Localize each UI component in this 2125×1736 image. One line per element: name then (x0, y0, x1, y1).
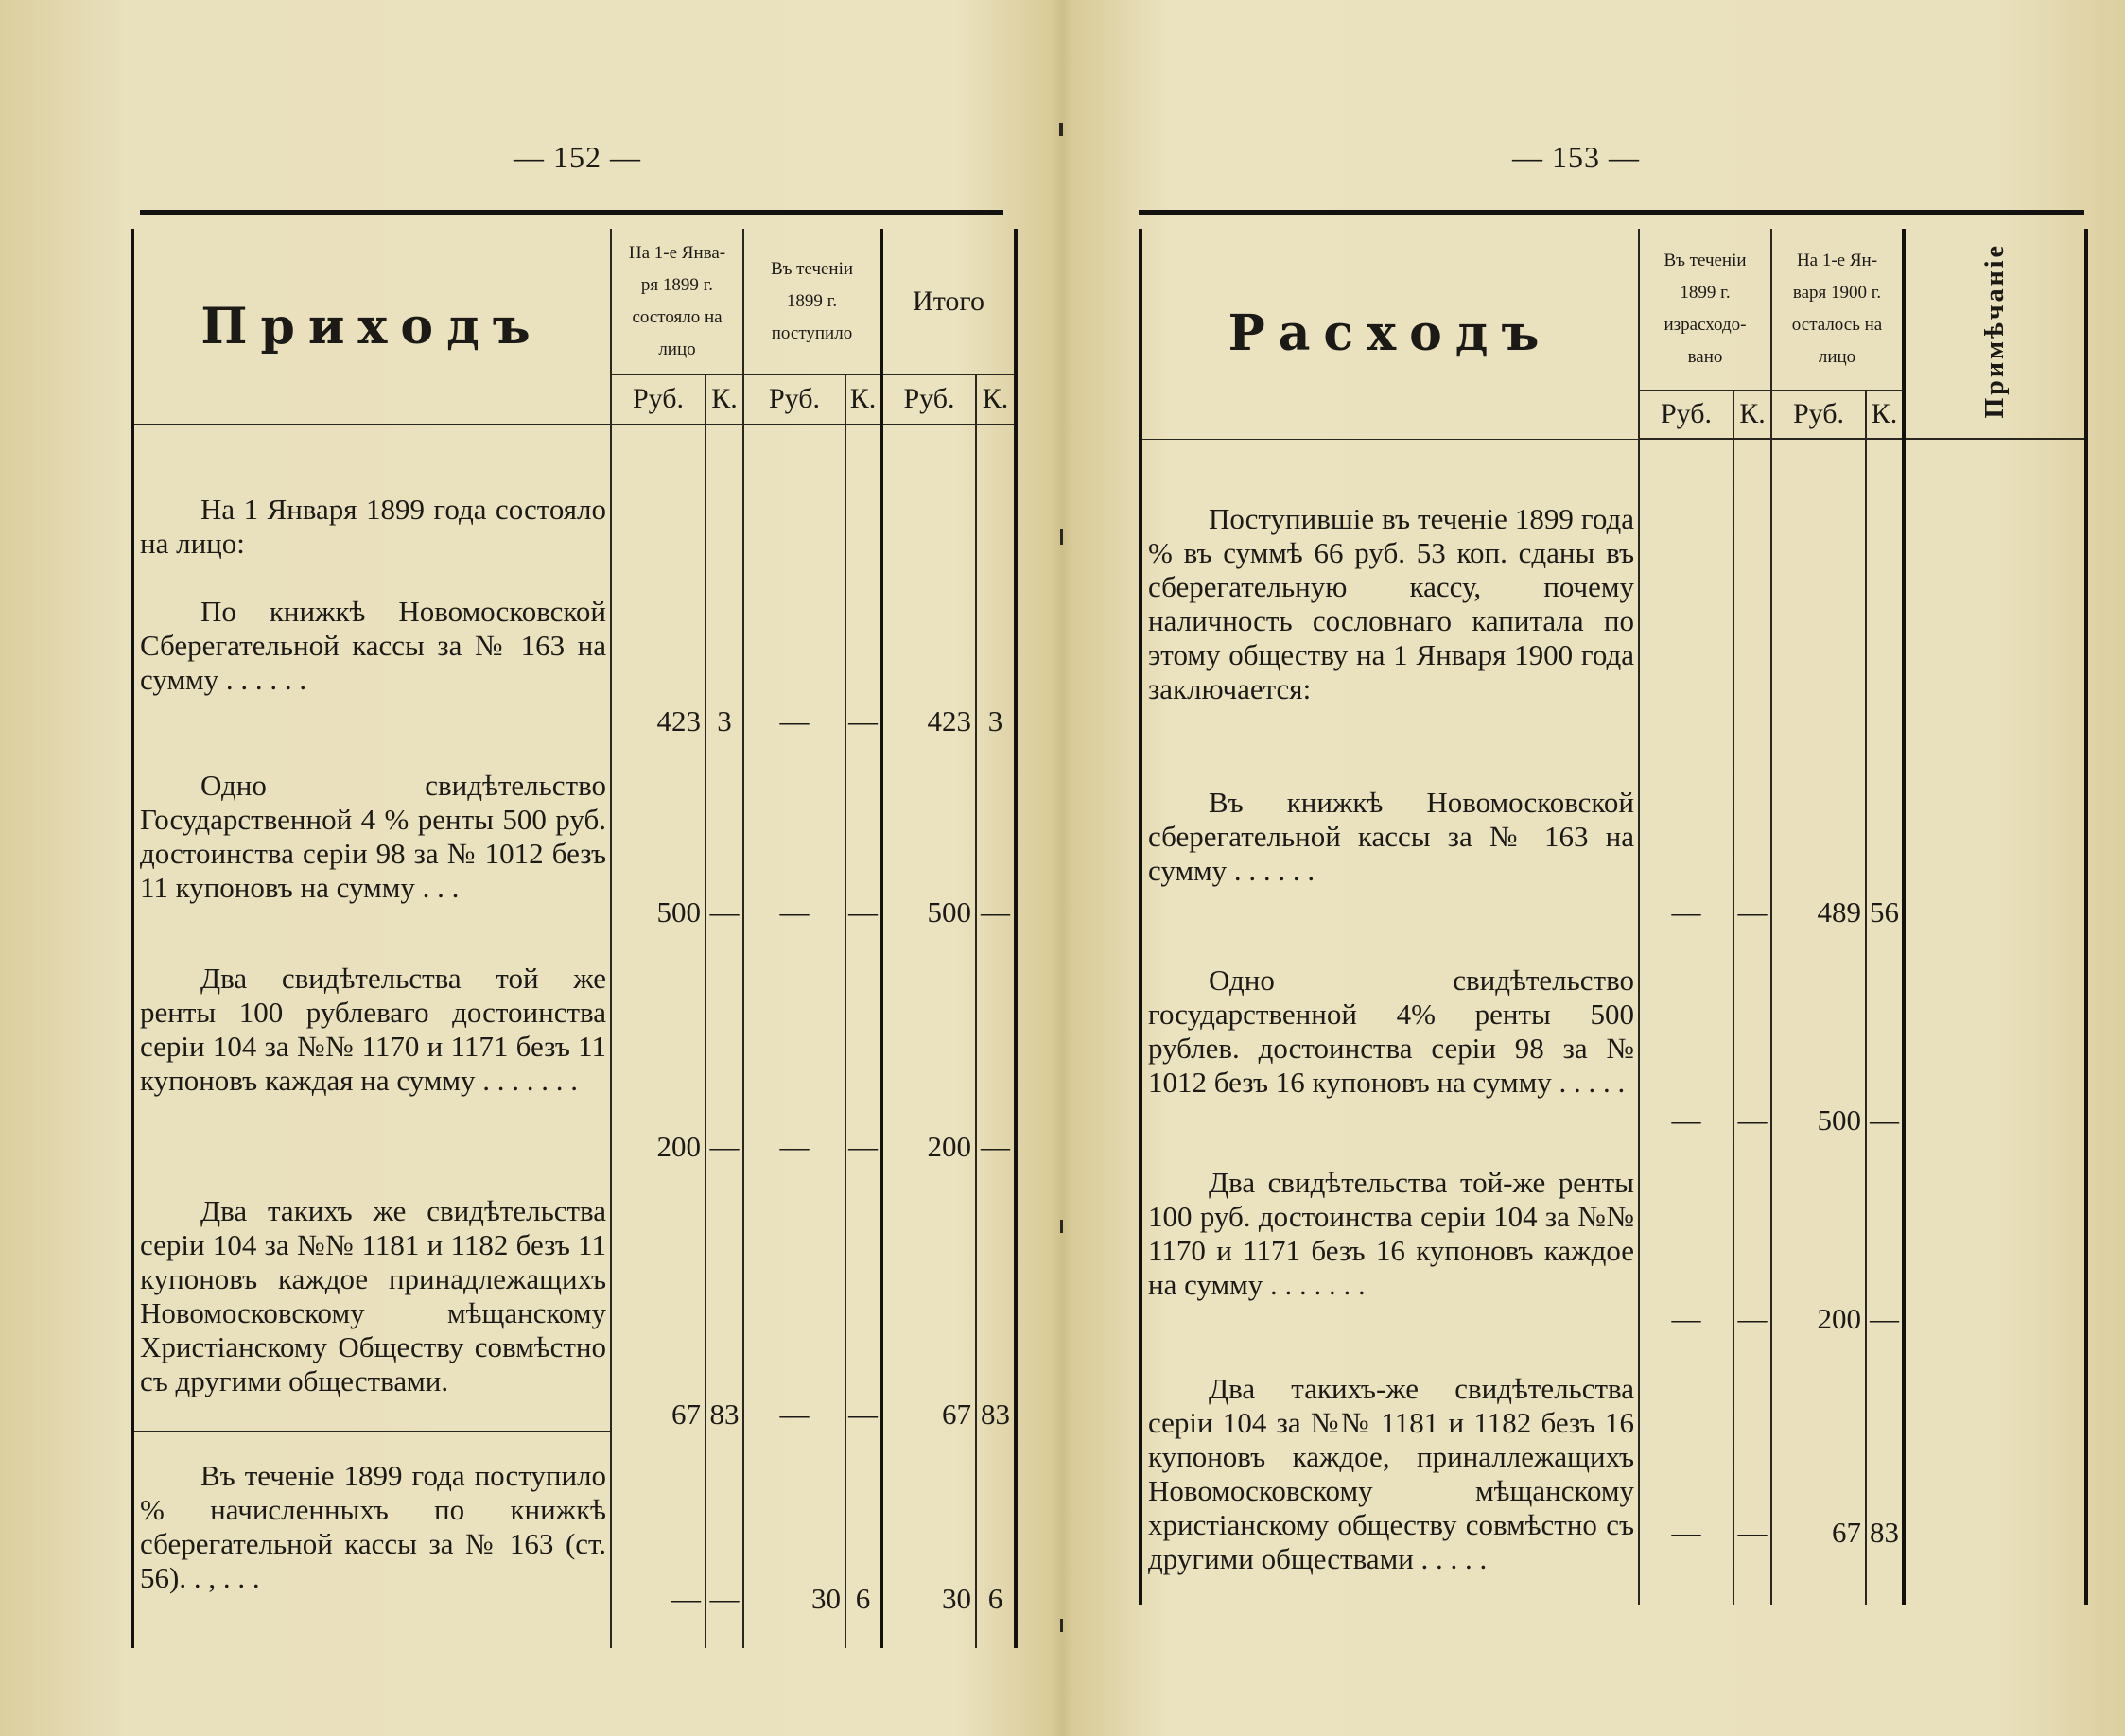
amount-rub: — (1639, 1137, 1733, 1336)
amount-rub: — (743, 929, 845, 1164)
unit-kop: К. (845, 375, 881, 425)
head-line: На 1-е Ян- (1796, 251, 1878, 270)
page-number-153: — 153 — (1512, 140, 1640, 174)
unit-kop: К. (976, 375, 1016, 425)
amount-rub: 200 (611, 929, 705, 1164)
entry-text-cell (1141, 1336, 1639, 1605)
table-row (132, 1432, 1016, 1648)
amount-rub: 500 (611, 738, 705, 929)
table-row (132, 1164, 1016, 1432)
amount-kop: — (976, 929, 1016, 1164)
amount-kop: 83 (1866, 1336, 1904, 1605)
head-line: поступило (771, 323, 853, 344)
amount-kop: — (845, 1164, 881, 1432)
amount-rub: 423 (611, 595, 705, 738)
amount-kop: — (705, 1432, 743, 1648)
amount-rub: — (1639, 929, 1733, 1137)
entry-text-cell (132, 1164, 611, 1432)
head-line: Въ теченіи (1663, 251, 1747, 270)
amount-kop: — (1733, 929, 1771, 1137)
amount-rub: 67 (611, 1164, 705, 1432)
top-rule (1139, 210, 2084, 215)
entry-text: По книжкѣ Новомосковской Сберегательной кассы за № 163 на сумму . . . . . . (140, 595, 606, 696)
head-line: ря 1899 г. (640, 275, 714, 296)
intro-text: Поступившіе въ теченіе 1899 года % въ суммѣ 66 руб. 53 коп. сданы въ сберегательную кассу, почему наличность сословнаго капитала по этому обществу на 1 Января 1900 года заключается: (1148, 501, 1634, 705)
col-remaining1900-head (1771, 229, 1904, 391)
amount-rub: 67 (1771, 1336, 1866, 1605)
head-line: варя 1900 г. (1792, 283, 1882, 303)
unit-kop: К. (1733, 391, 1771, 440)
intro-text: На 1 Января 1899 года состояло на лицо: (140, 493, 606, 560)
income-table (131, 229, 1018, 1648)
entry-text: Одно свидѣтельство Государственной 4 % ренты 500 руб. достоинства серіи 98 за № 1012 безъ 11 купоновъ на сумму . . . (140, 769, 606, 904)
gutter-mark (1060, 529, 1063, 545)
col-spent1899-head (1639, 229, 1771, 391)
head-line: вано (1687, 347, 1723, 367)
table-row (132, 738, 1016, 929)
col-during1899-head (743, 229, 881, 375)
amount-kop: 83 (976, 1164, 1016, 1432)
amount-kop: 6 (976, 1432, 1016, 1648)
amount-rub: 30 (881, 1432, 976, 1648)
amount-rub: — (743, 738, 845, 929)
amount-kop: 83 (705, 1164, 743, 1432)
gutter-mark (1060, 1220, 1063, 1233)
amount-rub: — (1639, 786, 1733, 929)
entry-text: Въ теченіе 1899 года поступило % начисленныхъ по книжкѣ сберегательной кассы за № 163 (ст. 56). . , . . . (140, 1459, 606, 1594)
amount-kop: — (976, 738, 1016, 929)
entry-text-cell (132, 1432, 611, 1648)
col-total-head: Итого (881, 229, 1016, 375)
table-row (1141, 929, 2086, 1137)
unit-kop: К. (705, 375, 743, 425)
col-notes-head (1904, 229, 2086, 439)
head-line: израсходо- (1663, 315, 1747, 335)
intro-cell (132, 425, 611, 596)
amount-rub: — (1639, 1336, 1733, 1605)
amount-kop: 3 (976, 595, 1016, 738)
intro-cell (1141, 439, 1639, 786)
page-number-152: — 152 — (514, 140, 641, 174)
amount-rub: — (743, 1164, 845, 1432)
amount-rub: — (611, 1432, 705, 1648)
head-line: 1899 г. (786, 291, 838, 312)
notes-heading: Примѣчаніе (1979, 243, 2010, 419)
amount-kop: — (1866, 1137, 1904, 1336)
amount-kop: 3 (705, 595, 743, 738)
entry-text: Два такихъ же свидѣтельства серіи 104 за №№ 1181 и 1182 безъ 11 купоновъ каждое принадлежащихъ Новомосковскому мѣщанскому Христіанскому Обществу совмѣстно съ другими обществами. (140, 1194, 606, 1397)
unit-rub: Руб. (881, 375, 976, 425)
top-rule (140, 210, 1003, 215)
entry-text: Одно свидѣтельство государственной 4% ренты 500 рублев. достоинства серіи 98 за № 1012 безъ 16 купоновъ на сумму . . . . . (1148, 963, 1634, 1099)
amount-kop: — (845, 929, 881, 1164)
entry-text-cell (1141, 929, 1639, 1137)
head-line: состояло на (632, 307, 723, 328)
expense-table (1139, 229, 2088, 1605)
unit-rub: Руб. (743, 375, 845, 425)
amount-kop: — (705, 929, 743, 1164)
amount-rub: 200 (1771, 1137, 1866, 1336)
amount-rub: 500 (1771, 929, 1866, 1137)
notes-cell (1904, 1336, 2086, 1605)
unit-rub: Руб. (611, 375, 705, 425)
table-row (1141, 1336, 2086, 1605)
entry-text: Два свидѣтельства той-же ренты 100 руб. достоинства серіи 104 за №№ 1170 и 1171 безъ 16 купоновъ каждое на сумму . . . . . . . (1148, 1165, 1634, 1301)
notes-cell (1904, 929, 2086, 1137)
amount-rub: 67 (881, 1164, 976, 1432)
intro-row (132, 425, 1016, 596)
unit-rub: Руб. (1771, 391, 1866, 440)
amount-kop: — (1733, 1137, 1771, 1336)
notes-cell (1904, 1137, 2086, 1336)
entry-text-cell (132, 595, 611, 738)
col-jan1899-head (611, 229, 743, 375)
table-row (1141, 786, 2086, 929)
head-line: На 1-е Янва- (628, 243, 726, 264)
income-title: Приходъ (132, 229, 611, 425)
amount-kop: — (705, 738, 743, 929)
amount-rub: — (743, 595, 845, 738)
expense-title: Расходъ (1141, 229, 1639, 439)
unit-rub: Руб. (1639, 391, 1733, 440)
amount-kop: 56 (1866, 786, 1904, 929)
right-page (1063, 0, 2125, 1736)
left-page (0, 0, 1062, 1736)
table-row (1141, 1137, 2086, 1336)
amount-rub: 489 (1771, 786, 1866, 929)
entry-text-cell (132, 929, 611, 1164)
entry-text: Два такихъ-же свидѣтельства серіи 104 за №№ 1181 и 1182 безъ 16 купоновъ каждое, приналлежащихъ Новомосковскому мѣщанскому христіанскому обществу совмѣстно съ другими обществами . . . . . (1148, 1371, 1634, 1575)
amount-kop: — (845, 738, 881, 929)
table-row (132, 929, 1016, 1164)
amount-rub: 500 (881, 738, 976, 929)
table-row (132, 595, 1016, 738)
entry-text: Два свидѣтельства той же ренты 100 рублеваго достоинства серіи 104 за №№ 1170 и 1171 безъ 11 купоновъ каждая на сумму . . . . . . . (140, 962, 606, 1097)
head-line: лицо (658, 339, 696, 360)
head-line: Въ теченіи (770, 259, 854, 280)
amount-kop: — (1733, 786, 1771, 929)
head-line: осталось на (1791, 315, 1883, 335)
amount-kop: — (1866, 929, 1904, 1137)
head-line: 1899 г. (1680, 283, 1731, 303)
entry-text-cell (1141, 786, 1639, 929)
amount-kop: 6 (845, 1432, 881, 1648)
gutter-mark (1060, 1619, 1063, 1632)
gutter-mark (1059, 123, 1063, 136)
notes-cell (1904, 786, 2086, 929)
amount-kop: — (1733, 1336, 1771, 1605)
intro-row (1141, 439, 2086, 786)
amount-rub: 423 (881, 595, 976, 738)
head-line: лицо (1818, 347, 1856, 367)
entry-text: Въ книжкѣ Новомосковской сберегательной кассы за № 163 на сумму . . . . . . (1148, 785, 1634, 887)
amount-rub: 30 (743, 1432, 845, 1648)
amount-kop: — (845, 595, 881, 738)
amount-rub: 200 (881, 929, 976, 1164)
unit-kop: К. (1866, 391, 1904, 440)
entry-text-cell (132, 738, 611, 929)
entry-text-cell (1141, 1137, 1639, 1336)
